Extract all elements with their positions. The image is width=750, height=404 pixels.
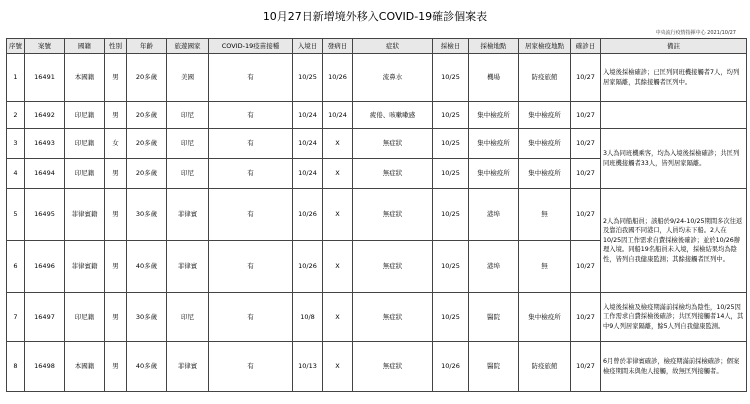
test-site-cell: 集中檢疫所 [469,102,519,129]
header-cell: 確診日 [571,39,601,54]
seq-cell: 7 [7,293,25,342]
table-header-row [7,39,747,54]
header-cell: 採檢日 [433,39,469,54]
test-date-cell: 10/25 [433,159,469,189]
test-site-cell: 港埠 [469,241,519,293]
seq-cell: 5 [7,189,25,241]
table-row [7,54,747,102]
onset-cell: X [323,129,353,159]
seq-cell: 4 [7,159,25,189]
age-cell: 30多歲 [127,293,167,342]
case-cell: 16491 [25,54,65,102]
note-cell: 6月曾於菲律賓確診，檢疫期滿前採檢確診；個案檢疫期間未與他人接觸，故無匡列接觸者。 [601,342,747,392]
source-label: 中央流行疫情指揮中心 2021/10/27 [655,30,736,36]
test-site-cell: 醫院 [469,342,519,392]
seq-cell: 6 [7,241,25,293]
seq-cell: 2 [7,102,25,129]
nationality-cell: 印尼籍 [65,129,105,159]
sex-cell: 男 [105,54,127,102]
case-cell: 16496 [25,241,65,293]
header-cell: 採檢地點 [469,39,519,54]
table-row [7,102,747,129]
header-cell: 案號 [25,39,65,54]
confirm-cell: 10/27 [571,189,601,241]
test-date-cell: 10/25 [433,293,469,342]
table-row [7,293,747,342]
header-cell: 居家檢疫地點 [519,39,571,54]
vaccine-cell: 有 [209,102,293,129]
case-cell: 16495 [25,189,65,241]
test-site-cell: 醫院 [469,293,519,342]
country-cell: 菲律賓 [167,342,209,392]
symptom-cell: 無症狀 [353,129,433,159]
country-cell: 印尼 [167,293,209,342]
nationality-cell: 印尼籍 [65,159,105,189]
onset-cell: X [323,241,353,293]
entry-cell: 10/26 [293,189,323,241]
test-date-cell: 10/25 [433,102,469,129]
entry-cell: 10/8 [293,293,323,342]
header-cell: 入境日 [293,39,323,54]
test-site-cell: 集中檢疫所 [469,129,519,159]
quarantine-cell: 集中檢疫所 [519,159,571,189]
quarantine-cell: 防疫旅館 [519,54,571,102]
confirm-cell: 10/27 [571,159,601,189]
page-title: 10月27日新增境外移入COVID-19確診個案表 [262,10,488,23]
test-date-cell: 10/25 [433,189,469,241]
country-cell: 印尼 [167,129,209,159]
age-cell: 20多歲 [127,159,167,189]
onset-cell: 10/24 [323,102,353,129]
confirm-cell: 10/27 [571,54,601,102]
sex-cell: 男 [105,102,127,129]
header-cell: 性別 [105,39,127,54]
confirm-cell: 10/27 [571,102,601,129]
quarantine-cell: 防疫旅館 [519,342,571,392]
quarantine-cell: 集中檢疫所 [519,293,571,342]
case-cell: 16494 [25,159,65,189]
table-row [7,342,747,392]
table-row [7,129,747,159]
test-site-cell: 港埠 [469,189,519,241]
sex-cell: 男 [105,293,127,342]
country-cell: 印尼 [167,159,209,189]
onset-cell: X [323,342,353,392]
seq-cell: 8 [7,342,25,392]
symptom-cell: 無症狀 [353,189,433,241]
entry-cell: 10/24 [293,102,323,129]
nationality-cell: 印尼籍 [65,293,105,342]
entry-cell: 10/13 [293,342,323,392]
country-cell: 菲律賓 [167,189,209,241]
age-cell: 30多歲 [127,189,167,241]
nationality-cell: 菲律賓籍 [65,241,105,293]
quarantine-cell: 集中檢疫所 [519,129,571,159]
entry-cell: 10/24 [293,159,323,189]
nationality-cell: 本國籍 [65,54,105,102]
symptom-cell: 無症狀 [353,241,433,293]
onset-cell: X [323,189,353,241]
case-cell: 16492 [25,102,65,129]
test-date-cell: 10/26 [433,342,469,392]
vaccine-cell: 有 [209,189,293,241]
note-cell [601,102,747,129]
case-cell: 16493 [25,129,65,159]
onset-cell: 10/26 [323,54,353,102]
note-cell: 入境後採檢確診；已匡列同班機接觸者7人，均列居家隔離，其餘接觸者匡列中。 [601,54,747,102]
header-cell: 年齡 [127,39,167,54]
case-cell: 16498 [25,342,65,392]
header-cell: 症狀 [353,39,433,54]
vaccine-cell: 有 [209,293,293,342]
entry-cell: 10/26 [293,241,323,293]
test-site-cell: 機場 [469,54,519,102]
vaccine-cell: 有 [209,342,293,392]
confirm-cell: 10/27 [571,293,601,342]
test-date-cell: 10/25 [433,241,469,293]
quarantine-cell: 集中檢疫所 [519,102,571,129]
case-table [6,38,747,392]
age-cell: 40多歲 [127,342,167,392]
quarantine-cell: 無 [519,189,571,241]
note-cell: 3人為同班機乘客，均為入境後採檢確診；共匡列同班機接觸者33人，皆列居家隔離。 [601,129,747,189]
confirm-cell: 10/27 [571,129,601,159]
sex-cell: 男 [105,159,127,189]
confirm-cell: 10/27 [571,342,601,392]
header-cell: 序號 [7,39,25,54]
country-cell: 印尼 [167,102,209,129]
onset-cell: X [323,159,353,189]
onset-cell: X [323,293,353,342]
case-cell: 16497 [25,293,65,342]
age-cell: 20多歲 [127,129,167,159]
header-cell: COVID-19疫苗接種 [209,39,293,54]
note-cell: 入境後採檢及檢疫期滿前採檢均為陰性，10/25因工作需求自費採檢後確診；共匡列接觸者14人，其中9人列居家隔離，餘5人列自我健康監測。 [601,293,747,342]
vaccine-cell: 有 [209,129,293,159]
sex-cell: 男 [105,241,127,293]
test-site-cell: 集中檢疫所 [469,159,519,189]
symptom-cell: 無症狀 [353,342,433,392]
header-cell: 旅遊國家 [167,39,209,54]
entry-cell: 10/25 [293,54,323,102]
test-date-cell: 10/25 [433,54,469,102]
symptom-cell: 流鼻水 [353,54,433,102]
entry-cell: 10/24 [293,129,323,159]
vaccine-cell: 有 [209,159,293,189]
table-row [7,189,747,241]
country-cell: 美國 [167,54,209,102]
header-cell: 國籍 [65,39,105,54]
sex-cell: 女 [105,129,127,159]
symptom-cell: 無症狀 [353,293,433,342]
sex-cell: 男 [105,189,127,241]
seq-cell: 3 [7,129,25,159]
age-cell: 20多歲 [127,102,167,129]
age-cell: 20多歲 [127,54,167,102]
quarantine-cell: 無 [519,241,571,293]
confirm-cell: 10/27 [571,241,601,293]
country-cell: 菲律賓 [167,241,209,293]
nationality-cell: 本國籍 [65,342,105,392]
nationality-cell: 菲律賓籍 [65,189,105,241]
vaccine-cell: 有 [209,54,293,102]
vaccine-cell: 有 [209,241,293,293]
symptom-cell: 疲倦、咳嗽嗽感 [353,102,433,129]
age-cell: 40多歲 [127,241,167,293]
header-cell: 發病日 [323,39,353,54]
seq-cell: 1 [7,54,25,102]
sex-cell: 男 [105,342,127,392]
test-date-cell: 10/25 [433,129,469,159]
nationality-cell: 印尼籍 [65,102,105,129]
header-cell: 備註 [601,39,747,54]
symptom-cell: 無症狀 [353,159,433,189]
note-cell: 2人為同船船員；該船於9/24-10/25期間多次往返及靠泊我國不同港口，人員均未下船。2人在10/25因工作需求自費採檢後確診；並於10/26辦理入境。同船19名船員未入境，採檢結果均為陰性，皆列自我健康監測；其餘接觸者匡列中。 [601,189,747,293]
